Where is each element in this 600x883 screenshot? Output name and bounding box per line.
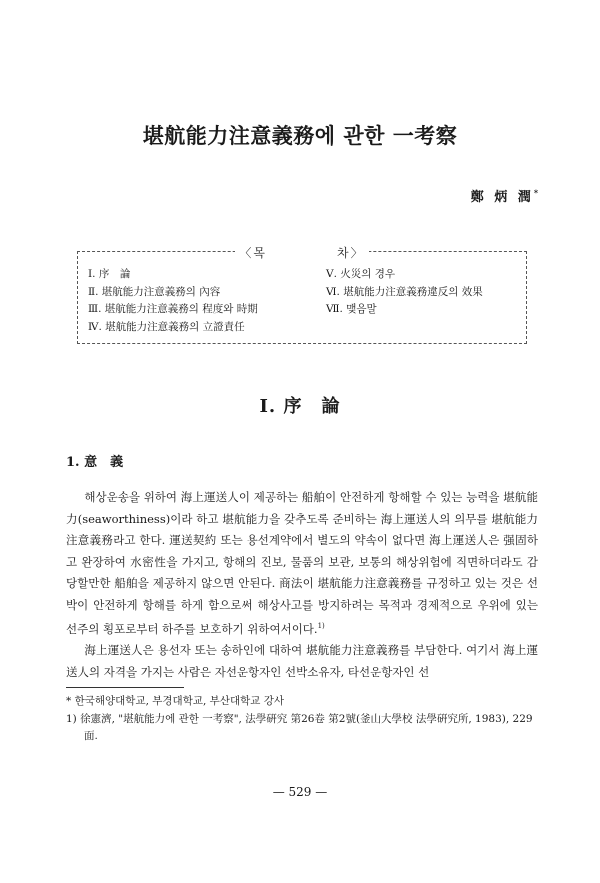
toc-left-column: [88, 266, 258, 336]
table-of-contents: [77, 246, 527, 344]
paper-title: 堪航能力注意義務에 관한 一考察: [142, 123, 458, 148]
toc-item: Ⅶ. 맺음말: [326, 303, 377, 315]
page-number: — 529 —: [272, 785, 328, 799]
toc-item: Ⅱ. 堪航能力注意義務의 內容: [88, 285, 221, 298]
toc-item: Ⅰ. 序 論: [88, 268, 131, 280]
toc-item: Ⅲ. 堪航能力注意義務의 程度와 時期: [88, 303, 258, 315]
author-text: 鄭 炳 潤: [470, 190, 534, 205]
paragraph: [66, 640, 538, 683]
footnotes: [66, 693, 538, 746]
footnote-ref: 1): [317, 622, 325, 630]
toc-item: Ⅴ. 火災의 경우: [326, 268, 396, 280]
footnote: 1) 徐憲濟, "堪航能力에 관한 一考察", 法學硏究 第26卷 第2號(釜山大學校 法學硏究所, 1983), 229面.: [66, 712, 533, 742]
footnote: * 한국해양대학교, 부경대학교, 부산대학교 강사: [66, 695, 284, 707]
body-text: [66, 487, 538, 683]
toc-right-column: [326, 266, 483, 319]
toc-heading: 〈목 차〉: [235, 246, 368, 260]
author-footnote-mark: *: [533, 187, 538, 198]
paragraph-text: 海上運送人은 용선자 또는 송하인에 대하여 堪航能力注意義務를 부담한다. 여기서 海上運送人의 자격을 가지는 사람은 자선운항자인 선박소유자, 타선운항자인 선: [66, 643, 538, 679]
author-name: [471, 186, 538, 205]
toc-item: Ⅵ. 堪航能力注意義務違反의 效果: [326, 285, 483, 298]
section-heading: Ⅰ. 序 論: [259, 396, 341, 417]
footnote-divider: [66, 687, 184, 688]
paragraph: [66, 487, 538, 640]
toc-item: Ⅳ. 堪航能力注意義務의 立證責任: [88, 320, 245, 333]
paragraph-text: 해상운송을 위하여 海上運送人이 제공하는 船舶이 안전하게 항해할 수 있는 능력을 堪航能力(seaworthiness)이라 하고 堪航能力을 갖추도록 준비하는 海上運送人의 의무를 堪航能力注意義務라고 한다. 運送契約 또는 용선계약에서 별도의 약속이 없다면 海上運送人은 强固하고 완장하여 水密性을 가지고, 항해의 진보, 물품의 보관, 보통의 해상위험에 직면하더라도 감당할만한 船舶을 제공하지 않으면 안된다. 商法이 堪航能力注意義務를 규정하고 있는 것은 선박이 안전하게 항해를 하게 함으로써 해상사고를 방지하려는 목적과 경제적으로 우위에 있는 선주의 횡포로부터 하주를 보호하기 위하여서이다.: [66, 490, 538, 636]
subsection-heading: 1. 意 義: [66, 455, 124, 470]
